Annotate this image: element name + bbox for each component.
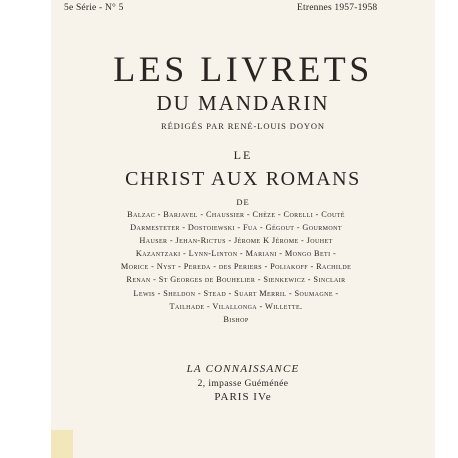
- authors-line: Lewis - Sheldon - Stead - Suart Merril - Soumagne -: [133, 288, 339, 298]
- series-number: 5e Série - N° 5: [64, 3, 124, 13]
- edition-label: Etrennes 1957-1958: [297, 3, 378, 13]
- page-edge-tab: [51, 430, 73, 458]
- publisher-name: LA CONNAISSANCE: [186, 363, 300, 375]
- publisher-address: 2, impasse Guéménée: [197, 379, 289, 389]
- editor-credit: RÉDIGÉS PAR RENÉ-LOUIS DOYON: [161, 121, 325, 131]
- authors-line: Kazantzaki - Lynn-Linton - Mariani - Mongo Beti -: [135, 249, 337, 259]
- authors-line: Morice - Nyst - Pereda - des Periers - Poliakoff - Rachilde: [120, 262, 352, 272]
- publisher-city: PARIS IVe: [214, 391, 272, 403]
- authors-line: Renan - St Georges de Bouhelier - Sienkewicz - Sinclair: [126, 275, 346, 285]
- authors-line: Bishop: [223, 314, 249, 324]
- subject-de: DE: [236, 197, 250, 207]
- authors-list: [86, 208, 386, 326]
- subject-article: LE: [233, 148, 253, 162]
- subject-title: CHRIST AUX ROMANS: [125, 168, 361, 190]
- main-title: LES LIVRETS: [113, 49, 373, 89]
- authors-line: Tailhade - Vilallonga - Willette.: [169, 301, 303, 311]
- authors-line: Balzac - Barjavel - Chaussier - Chèze - Corelli - Couté: [127, 210, 345, 219]
- main-subtitle: DU MANDARIN: [156, 91, 330, 115]
- authors-line: Hauser - Jehan-Rictus - Jérome K Jérome - Jouhet: [139, 236, 333, 246]
- authors-line: Darmesteter - Dostoiewski - Fua - Gégout - Gourmont: [130, 223, 342, 233]
